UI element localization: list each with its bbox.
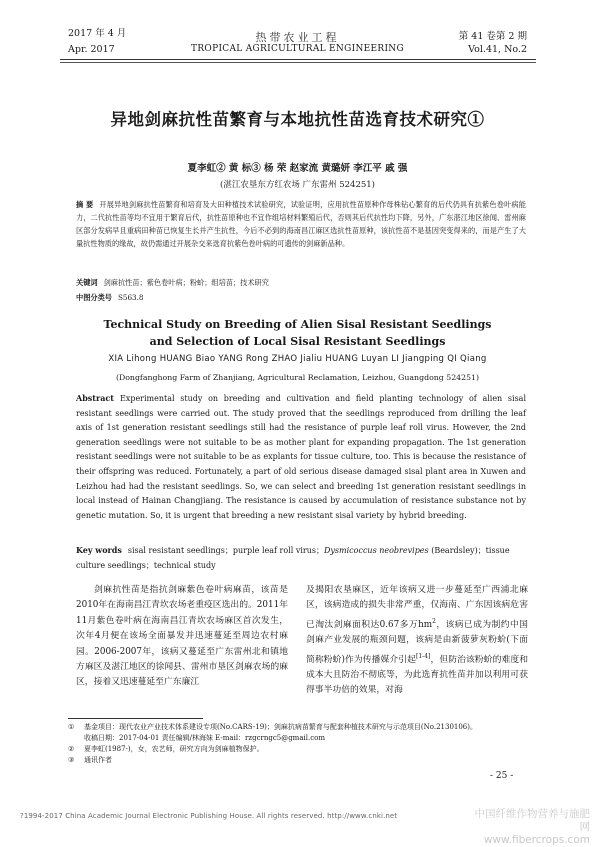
keywords-en-text2: (Beardsley)；tissue culture seedlings；technical study bbox=[76, 546, 510, 570]
paper-title-en-line2: and Selection of Local Sisal Resistant Seedlings bbox=[149, 335, 446, 348]
footnote-4-text: 通讯作者 bbox=[84, 756, 112, 764]
page-number: - 25 - bbox=[490, 771, 514, 781]
affiliation-en: (Dongfanghong Farm of Zhanjiang, Agricultural Reclamation, Leizhou, Guangdong 524251) bbox=[115, 373, 480, 382]
body-right-sup: 2 bbox=[432, 617, 436, 625]
abstract-cn bbox=[76, 198, 526, 250]
abstract-cn-text: 开展异地剑麻抗性苗繁育和培育及大田种植技术试验研究，试验证明，应用抗性苗原种作母株钻心繁育的后代仍具有抗紫色卷叶病能力，二代抗性苗等均不宜用于繁育后代，抗性苗原种也不宜作组培材料繁殖后代，否则其后代抗性均下降，另外，广东湛江地区徐闻、雷州麻区部分发病早且重病田种苗已恢复生长并产生抗性，今后不必到的海南昌江麻区选抗性苗原种，该抗性苗不是基因突变得来的，而是产生了大量抗性物质的缘故，故仍需通过开展杂交来选育抗紫色卷叶病的可遗传的剑麻新品种。 bbox=[76, 200, 526, 248]
body-left-column: 剑麻抗性苗是指抗剑麻紫色卷叶病麻苗，该苗是2010年在海南昌江青坎农场老重疫区选出的。2011年11月紫色卷叶病在海南昌江青坎农场麻区首次发生，次年4月便在该场全面暴发并迅速蔓延至周边农村麻园。2006-2007年，该病又蔓延至广东雷州北和镇地方麻区及湛江地区的徐闻县、雷州市垦区剑麻农场的麻区，接着又迅速蔓延至广东廉江 bbox=[76, 585, 288, 688]
watermark-url: www.fibercrops.com bbox=[483, 834, 590, 846]
classification-cn-text: S563.8 bbox=[117, 293, 144, 302]
footnote-4-mark: ③ bbox=[68, 756, 75, 764]
footnote-3-mark: ② bbox=[68, 745, 75, 753]
classification-cn-label: 中图分类号 bbox=[76, 293, 112, 302]
paper-title-cn: 异地剑麻抗性苗繁育与本地抗性苗选育技术研究① bbox=[110, 110, 485, 129]
authors-en: XIA Lihong HUANG Biao YANG Rong ZHAO Jialiu HUANG Luyan LI Jiangping QI Qiang bbox=[108, 354, 487, 364]
authors-cn: 夏李虹② 黄 标③ 杨 荣 赵家流 黄璐妍 李江平 戚 强 bbox=[187, 163, 408, 174]
issue-date-en: Apr. 2017 bbox=[68, 44, 115, 55]
footnote-3-text: 夏李虹(1987-)，女，农艺师，研究方向为剑麻植物保护。 bbox=[84, 745, 264, 753]
footnote-2 bbox=[68, 733, 538, 744]
footnote-2-text: 收稿日期：2017-04-01 责任编辑/林海妹 E-mail：rzgcrngc5@gmail.com bbox=[84, 734, 325, 742]
keywords-en-species: Dysmicoccus neobrevipes bbox=[323, 546, 429, 555]
abstract-en bbox=[76, 391, 526, 523]
journal-name-cn: 热带农业工程 bbox=[255, 31, 340, 44]
watermark bbox=[474, 808, 590, 847]
body-right-text3: ，但防治该粉蚧的难度和成本大且防治不彻底等，为此选育抗性苗并加以利用可获得事半功倍的效果，对海 bbox=[306, 654, 528, 696]
paper-title-en bbox=[40, 316, 555, 350]
affiliation-cn: (湛江农垦东方红农场 广东雷州 524251) bbox=[220, 180, 375, 190]
keywords-en-text1: sisal resistant seedlings；purple leaf roll virus； bbox=[127, 546, 324, 555]
volume-issue-cn: 第 41 卷第 2 期 bbox=[458, 31, 527, 42]
abstract-cn-label: 摘 要 bbox=[76, 200, 94, 209]
header-rule-thin bbox=[60, 62, 536, 63]
keywords-cn-label: 关键词 bbox=[76, 278, 98, 287]
classification-cn bbox=[76, 291, 526, 304]
footnote-3 bbox=[68, 744, 538, 755]
body-right-citation: [1-4] bbox=[416, 652, 431, 660]
copyright-footer: ?1994-2017 China Academic Journal Electronic Publishing House. All rights reserved. http://www.cnki.net bbox=[20, 812, 398, 820]
footnote-rule bbox=[68, 718, 203, 719]
abstract-en-text: Experimental study on breeding and cultivation and field planting technology of alien sisal resistant seedlings were carried out. The study proved that the seedlings reproduced from drilling the leaf axis of 1st generation resistant seedlings still had the resistance of purple leaf roll virus. However, the 2nd generation seedlings were not suitable to be as mother plant for expanding propagation. The 1st generation resistant seedlings were not suitable to be as explants for tissue culture, too. This is because the resistance of their offspring was reduced. Fortunately, a part of old serious disease damaged sisal plant area in Xuwen and Leizhou had had the resistant seedlings. So, we can select and breeding 1st generation resistant seedlings in local instead of Hainan Changjiang. The resistance is caused by accumulation of resistance substance not by genetic mutation. So, it is urgent that breeding a new resistant sisal variety by hybrid breeding. bbox=[76, 394, 526, 520]
volume-issue-en: Vol.41, No.2 bbox=[468, 44, 527, 55]
journal-name-en: TROPICAL AGRICULTURAL ENGINEERING bbox=[191, 44, 404, 54]
abstract-en-label: Abstract bbox=[76, 393, 114, 403]
footnote-1-text: 基金项目：现代农业产业技术体系建设专项(No.CARS-19)；剑麻抗病苗繁育与配套种植技术研究与示范项目(No.2130106)。 bbox=[84, 723, 477, 731]
footnote-4 bbox=[68, 755, 538, 766]
body-right-column bbox=[306, 583, 528, 699]
keywords-en-label: Key words bbox=[76, 545, 122, 555]
body-right-text1: 及揭阳农垦麻区，近年该病又进一步蔓延至广西浦北麻区，该病造成的损失非常严重，仅海南、广东因该病危害已淘汰剑麻面积达0.67多万hm bbox=[306, 585, 528, 630]
keywords-cn bbox=[76, 276, 526, 289]
keywords-cn-text: 剑麻抗性苗；紫色卷叶病；粉蚧；组培苗；技术研究 bbox=[103, 278, 269, 287]
paper-title-en-line1: Technical Study on Breeding of Alien Sisal Resistant Seedlings bbox=[103, 318, 492, 331]
keywords-en bbox=[76, 543, 526, 573]
issue-date-cn: 2017 年 4 月 bbox=[68, 28, 127, 39]
footnote-1-mark: ① bbox=[68, 723, 75, 731]
body-right-text2: ，该病已成为制约中国剑麻产业发展的瓶颈问题，该病是由新菠萝灰粉蚧(下面简称粉蚧)作为传播媒介引起 bbox=[306, 619, 528, 665]
header-rule bbox=[60, 59, 536, 60]
footnote-1 bbox=[68, 722, 538, 733]
watermark-cn: 中国纤维作物营养与施肥网 bbox=[474, 808, 590, 833]
